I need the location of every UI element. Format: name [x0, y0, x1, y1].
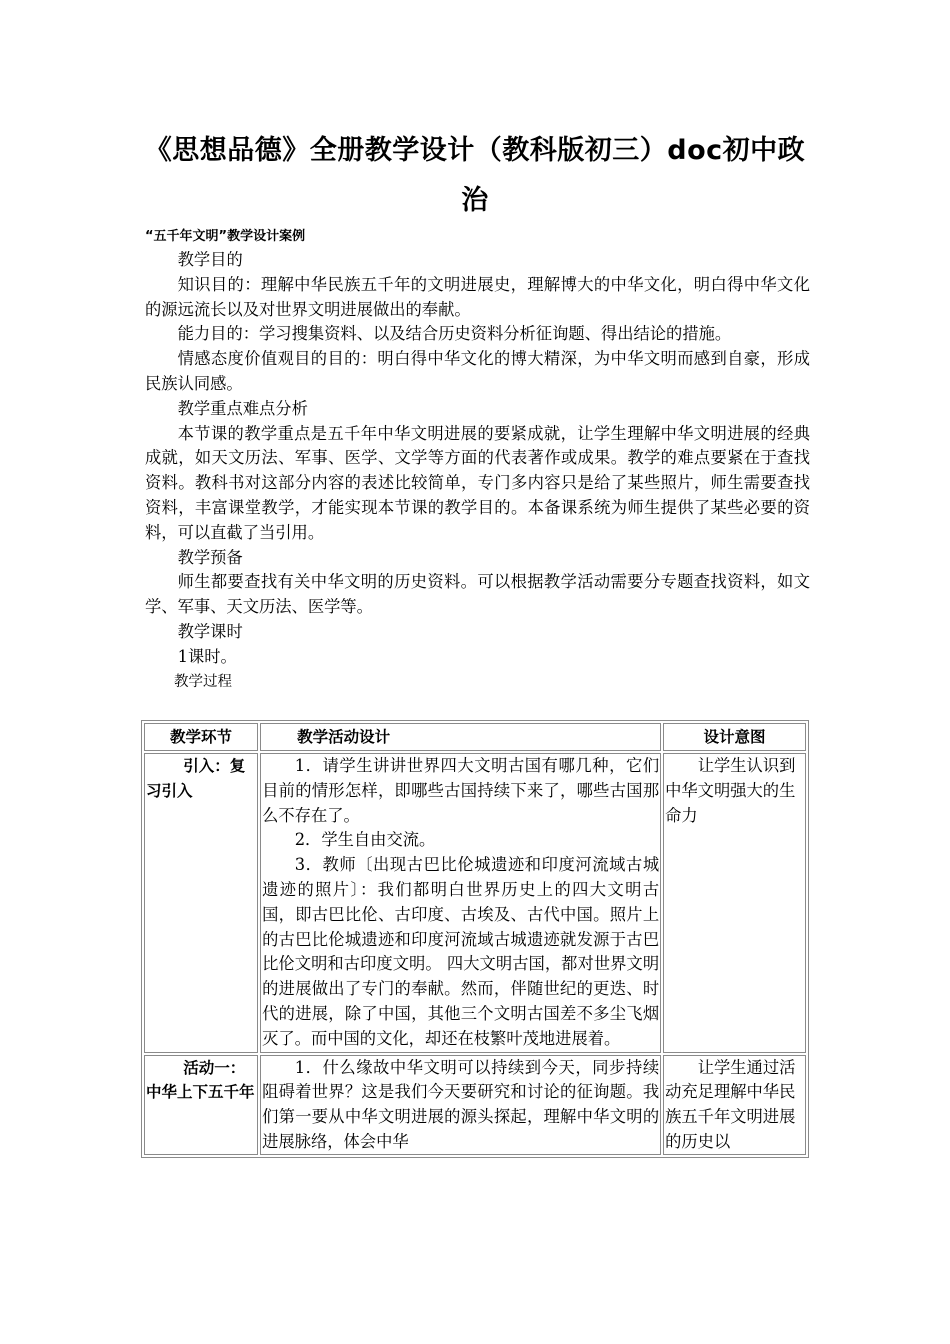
stage-cell: 引入：复习引入	[144, 753, 258, 1053]
emotion-goal: 情感态度价值观目的目的：明白得中华文化的博大精深，为中华文明而感到自豪，形成民族认同感。	[145, 349, 810, 393]
activity-item: 1．什么缘故中华文明可以持续到今天，同步持续阻碍着世界？这是我们今天要研究和讨论的征询题。我们第一要从中华文明进展的源头探起，理解中华文明的进展脉络，体会中华	[262, 1057, 660, 1151]
table-row	[144, 753, 806, 1053]
hours-text: 1课时。	[177, 646, 237, 666]
goal-heading: 教学目的	[177, 250, 243, 269]
activity-item: 1．请学生讲讲世界四大文明古国有哪几种，它们目前的情形怎样，即哪些古国持续下来了，哪些古国那么不存在了。	[262, 756, 660, 825]
hours-heading: 教学课时	[177, 621, 243, 641]
intent-cell	[663, 1055, 806, 1155]
prep-text: 师生都要查找有关中华文明的历史资料。可以根据教学活动需要分专题查找资料，如文学、军事、天文历法、医学等。	[145, 572, 810, 617]
header-activity: 教学活动设计	[260, 723, 661, 751]
header-intent: 设计意图	[663, 723, 806, 751]
ability-goal: 能力目的：学习搜集资料、以及结合历史资料分析征询题、得出结论的措施。	[177, 324, 732, 344]
stage-text: 活动一：中华上下五千年	[146, 1058, 255, 1102]
prep-heading: 教学预备	[177, 547, 243, 567]
knowledge-goal: 知识目的：理解中华民族五千年的文明进展史，理解博大的中华文化，明白得中华文化的源远流长以及对世界文明进展做出的奉献。	[145, 274, 810, 319]
table-row	[144, 1055, 806, 1155]
teaching-process-table	[141, 720, 809, 1158]
page-title: 《思想品德》全册教学设计（教科版初三）doc初中政治	[144, 135, 806, 216]
activity-item: 3．教师〔出现古巴比伦城遗迹和印度河流域古城遗迹的照片〕：我们都明白世界历史上的四大文明古国，即古巴比伦、古印度、古埃及、古代中国。照片上的古巴比伦城遗迹和印度河流域古城遗迹就发源于古巴比伦文明和古印度文明。 四大文明古国，都对世界文明的进展做出了专门的奉献。然而，伴随世纪的更迭、时代的进展，除了中国，其他三个文明古国差不多尘飞烟灭了。而中国的文化，却还在枝繁叶茂地进展着。	[262, 855, 660, 1048]
header-stage: 教学环节	[144, 723, 258, 751]
key-heading: 教学重点难点分析	[177, 398, 308, 418]
key-text: 本节课的教学重点是五千年中华文明进展的要紧成就，让学生理解中华文明进展的经典成就，如天文历法、军事、医学、文学等方面的代表著作或成果。教学的难点要紧在于查找资料。教科书对这部分内容的表述比较简单，专门多内容只是给了某些照片，师生需要查找资料，丰富课堂教学，才能实现本节课的教学目的。本备课系统为师生提供了某些必要的资料，可以直截了当引用。	[145, 423, 810, 542]
intent-text: 让学生通过活动充足理解中华民族五千年文明进展的历史以	[665, 1057, 796, 1151]
activity-cell	[260, 1055, 661, 1155]
process-heading: 教学过程	[174, 673, 232, 690]
case-subtitle: “五千年文明”教学设计案例	[145, 229, 306, 244]
table-header-row	[144, 723, 806, 751]
activity-cell	[260, 753, 661, 1053]
intent-cell: 让学生认识到中华文明强大的生命力	[663, 753, 806, 1053]
activity-item: 2．学生自由交流。	[294, 830, 436, 850]
document-body	[145, 248, 810, 694]
stage-cell	[144, 1055, 258, 1155]
